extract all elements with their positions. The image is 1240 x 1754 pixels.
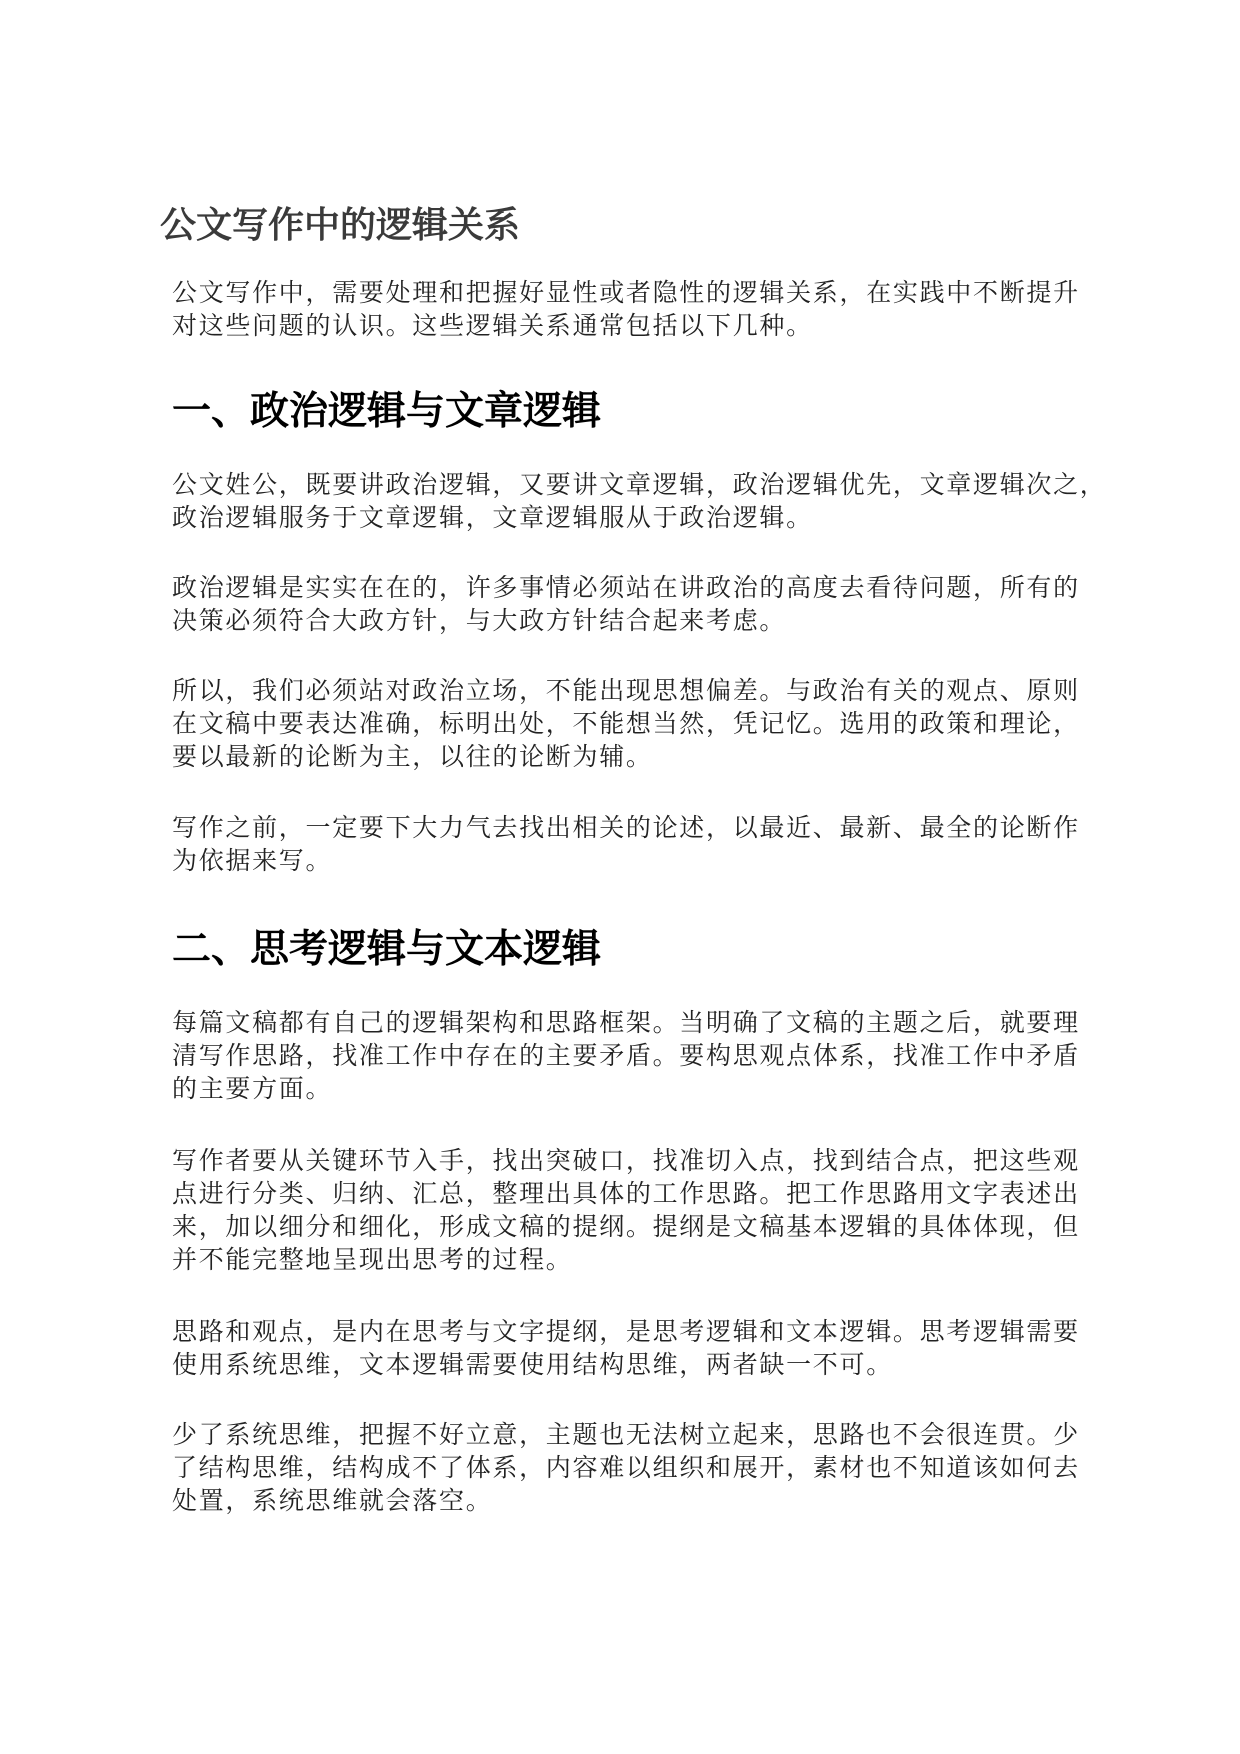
paragraph-line: 写作者要从关键环节入手，找出突破口，找准切入点，找到结合点，把这些观 [172, 1146, 1080, 1175]
body-paragraph [172, 811, 1102, 877]
section-heading: 一、政治逻辑与文章逻辑 [172, 389, 602, 434]
paragraph-line: 政治逻辑服务于文章逻辑，文章逻辑服从于政治逻辑。 [172, 503, 813, 532]
intro-paragraph [172, 276, 1102, 342]
paragraph-line: 使用系统思维，文本逻辑需要使用结构思维，两者缺一不可。 [172, 1350, 893, 1379]
paragraph-line: 每篇文稿都有自己的逻辑架构和思路框架。当明确了文稿的主题之后，就要理 [172, 1008, 1080, 1037]
body-paragraph [172, 468, 1107, 534]
body-paragraph [172, 1315, 1102, 1381]
document-title: 公文写作中的逻辑关系 [160, 205, 521, 246]
paragraph-line: 政治逻辑是实实在在的，许多事情必须站在讲政治的高度去看待问题，所有的 [172, 573, 1080, 602]
body-paragraph [172, 1006, 1102, 1105]
paragraph-line: 要以最新的论断为主，以往的论断为辅。 [172, 742, 653, 771]
paragraph-line: 点进行分类、归纳、汇总，整理出具体的工作思路。把工作思路用文字表述出 [172, 1179, 1080, 1208]
paragraph-line: 写作之前，一定要下大力气去找出相关的论述，以最近、最新、最全的论断作 [172, 813, 1080, 842]
body-paragraph [172, 1144, 1102, 1276]
body-paragraph [172, 1418, 1102, 1517]
paragraph-line: 少了系统思维，把握不好立意，主题也无法树立起来，思路也不会很连贯。少 [172, 1420, 1080, 1449]
paragraph-line: 了结构思维，结构成不了体系，内容难以组织和展开，素材也不知道该如何去 [172, 1453, 1080, 1482]
paragraph-line: 思路和观点，是内在思考与文字提纲，是思考逻辑和文本逻辑。思考逻辑需要 [172, 1317, 1080, 1346]
paragraph-line: 公文写作中，需要处理和把握好显性或者隐性的逻辑关系，在实践中不断提升 [172, 278, 1080, 307]
paragraph-line: 所以，我们必须站对政治立场，不能出现思想偏差。与政治有关的观点、原则 [172, 676, 1080, 705]
paragraph-line: 在文稿中要表达准确，标明出处，不能想当然，凭记忆。选用的政策和理论， [172, 709, 1080, 738]
section-heading: 二、思考逻辑与文本逻辑 [172, 927, 602, 972]
paragraph-line: 处置，系统思维就会落空。 [172, 1486, 493, 1515]
body-paragraph [172, 571, 1102, 637]
paragraph-line: 决策必须符合大政方针，与大政方针结合起来考虑。 [172, 606, 787, 635]
paragraph-line: 清写作思路，找准工作中存在的主要矛盾。要构思观点体系，找准工作中矛盾 [172, 1041, 1080, 1070]
paragraph-line: 公文姓公，既要讲政治逻辑，又要讲文章逻辑，政治逻辑优先，文章逻辑次之， [172, 470, 1107, 499]
paragraph-line: 对这些问题的认识。这些逻辑关系通常包括以下几种。 [172, 311, 813, 340]
paragraph-line: 来，加以细分和细化，形成文稿的提纲。提纲是文稿基本逻辑的具体体现，但 [172, 1212, 1080, 1241]
paragraph-line: 并不能完整地呈现出思考的过程。 [172, 1245, 573, 1274]
paragraph-line: 为依据来写。 [172, 846, 333, 875]
paragraph-line: 的主要方面。 [172, 1074, 333, 1103]
body-paragraph [172, 674, 1102, 773]
